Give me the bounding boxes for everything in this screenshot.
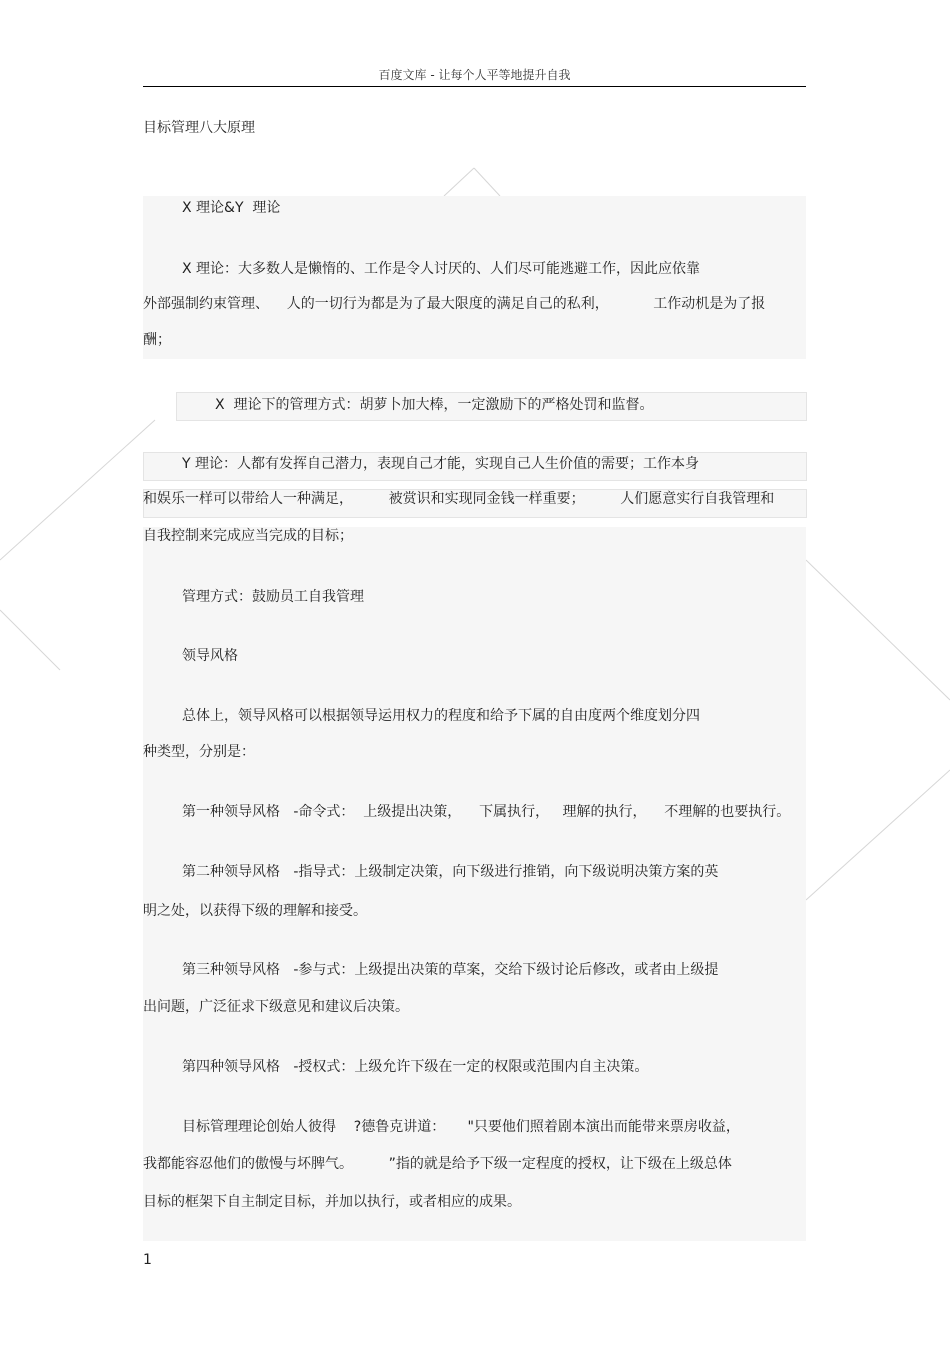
- paragraph-line: 第一种领导风格 -命令式： 上级提出决策， 下属执行， 理解的执行， 不理解的也要执行。: [182, 804, 791, 820]
- paragraph-line: 目标管理理论创始人彼得 ?德鲁克讲道： "只要他们照着剧本演出而能带来票房收益，: [182, 1119, 740, 1135]
- paragraph-line: 种类型，分别是：: [143, 744, 255, 760]
- section-heading: 领导风格: [182, 648, 238, 664]
- paragraph-line: 自我控制来完成应当完成的目标；: [143, 528, 353, 544]
- paragraph-line: 第四种领导风格 -授权式：上级允许下级在一定的权限或范围内自主决策。: [182, 1059, 649, 1075]
- paragraph-line: 总体上，领导风格可以根据领导运用权力的程度和给予下属的自由度两个维度划分四: [182, 708, 700, 724]
- paragraph-line: 第二种领导风格 -指导式：上级制定决策，向下级进行推销，向下级说明决策方案的英: [182, 864, 719, 880]
- header-text: 百度文库 - 让每个人平等地提升自我: [378, 68, 571, 82]
- header-divider: [143, 86, 806, 87]
- paragraph-line: 酬；: [143, 332, 171, 348]
- paragraph-line: 我都能容忍他们的傲慢与坏脾气。 ”指的就是给予下级一定程度的授权，让下级在上级总体: [143, 1156, 732, 1172]
- paragraph-line: Y 理论：人都有发挥自己潜力，表现自己才能，实现自己人生价值的需要；工作本身: [182, 456, 699, 472]
- document-title: 目标管理八大原理: [143, 120, 255, 136]
- paragraph-line: 第三种领导风格 -参与式：上级提出决策的草案，交给下级讨论后修改，或者由上级提: [182, 962, 719, 978]
- paragraph-line: 出问题，广泛征求下级意见和建议后决策。: [143, 999, 409, 1015]
- paragraph-line: 目标的框架下自主制定目标，并加以执行，或者相应的成果。: [143, 1194, 521, 1210]
- paragraph-line: 明之处，以获得下级的理解和接受。: [143, 903, 367, 919]
- paragraph-line: 管理方式：鼓励员工自我管理: [182, 589, 364, 605]
- paragraph-line: 外部强制约束管理、 人的一切行为都是为了最大限度的满足自己的私利， 工作动机是为了报: [143, 296, 766, 312]
- paragraph-line: X 理论下的管理方式：胡萝卜加大棒，一定激励下的严格处罚和监督。: [215, 397, 654, 413]
- paragraph-line: X 理论：大多数人是懒惰的、工作是令人讨厌的、人们尽可能逃避工作，因此应依靠: [182, 261, 701, 277]
- section-heading: X 理论&Y 理论: [182, 200, 281, 216]
- paragraph-line: 和娱乐一样可以带给人一种满足， 被赏识和实现同金钱一样重要； 人们愿意实行自我管理和: [143, 491, 775, 507]
- page-number: 1: [143, 1252, 152, 1268]
